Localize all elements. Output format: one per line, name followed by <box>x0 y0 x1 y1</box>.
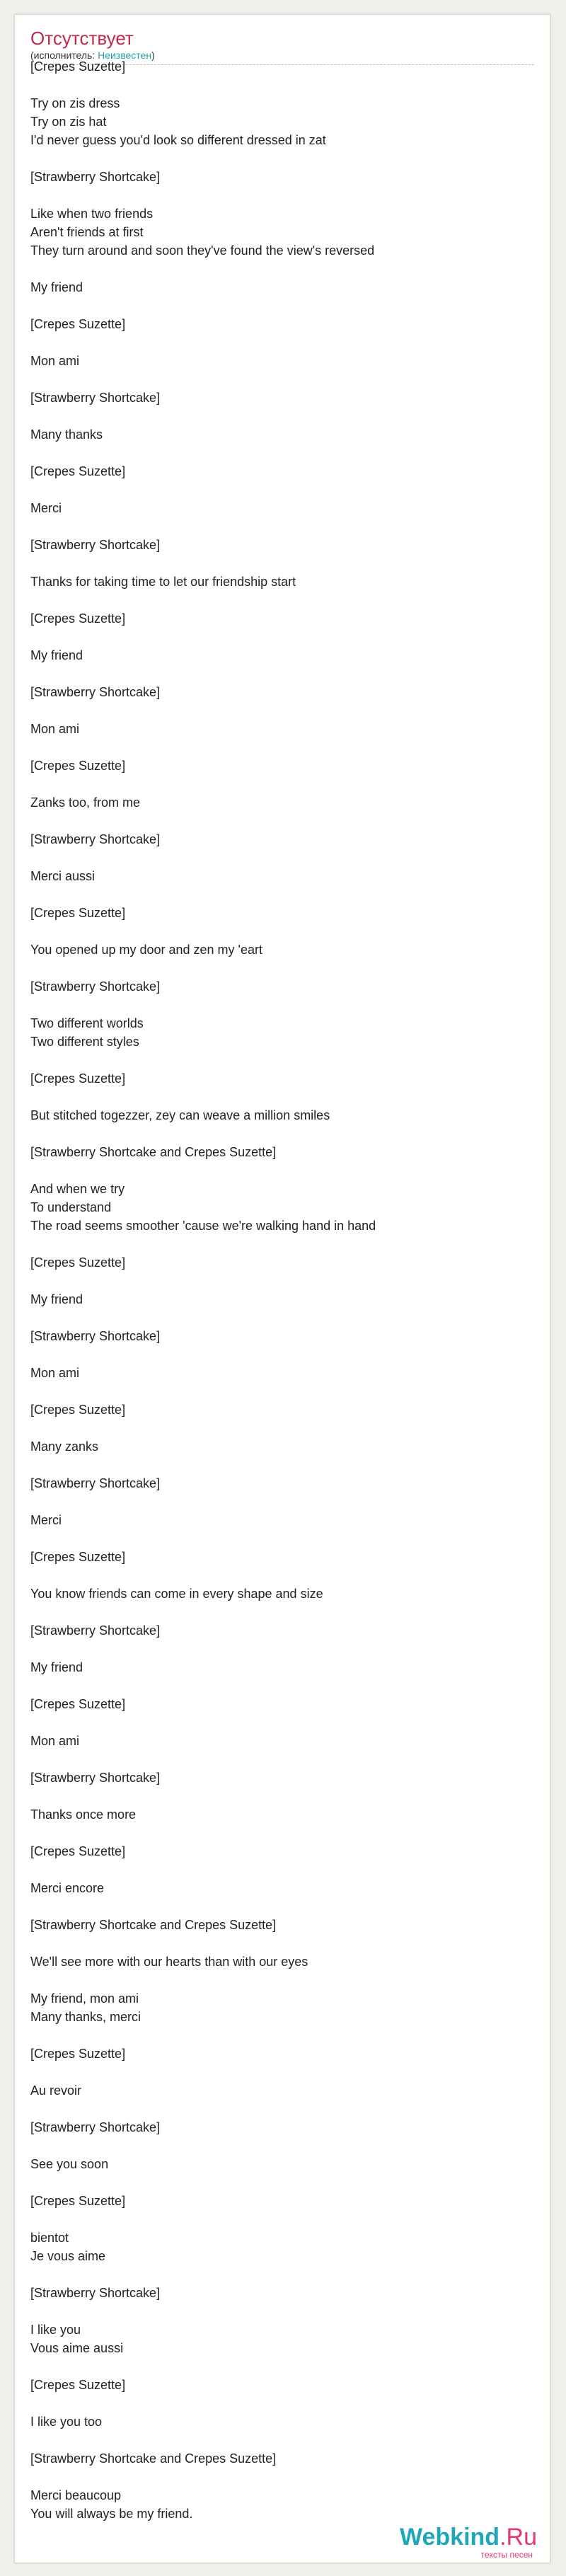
stanza-gap <box>30 481 534 499</box>
lyrics-stanza <box>30 646 534 665</box>
lyrics-stanza <box>30 389 534 407</box>
lyric-line: [Crepes Suzette] <box>30 1697 126 1711</box>
lyric-line: [Crepes Suzette] <box>30 317 126 331</box>
logo-main-text: Webkind <box>400 2524 500 2551</box>
lyric-line: And when we try <box>30 1182 125 1196</box>
lyrics-stanza <box>30 1069 534 1088</box>
lyric-line: [Strawberry Shortcake] <box>30 1623 161 1638</box>
stanza-gap <box>30 1125 534 1143</box>
lyric-line: Mon ami <box>30 722 80 736</box>
lyric-line: I like you <box>30 2323 81 2337</box>
stanza-gap <box>30 775 534 793</box>
lyrics-stanza <box>30 94 534 149</box>
stanza-gap <box>30 333 534 352</box>
stanza-gap <box>30 76 534 94</box>
lyric-line: Mon ami <box>30 1734 80 1748</box>
lyric-line: [Crepes Suzette] <box>30 2047 126 2061</box>
lyric-line: My friend <box>30 1292 83 1306</box>
stanza-gap <box>30 2210 534 2229</box>
lyric-line: You know friends can come in every shape and size <box>30 1587 323 1601</box>
artist-link[interactable]: Неизвестен <box>98 50 152 61</box>
lyrics-stanza <box>30 205 534 260</box>
lyrics-stanza <box>30 1879 534 1897</box>
lyric-line: Au revoir <box>30 2083 82 2098</box>
lyric-line: Try on zis hat <box>30 115 107 129</box>
lyric-line: [Crepes Suzette] <box>30 1403 126 1417</box>
lyric-line: Two different worlds <box>30 1016 144 1030</box>
lyrics-stanza <box>30 168 534 186</box>
stanza-gap <box>30 297 534 315</box>
lyric-line: [Crepes Suzette] <box>30 2194 126 2208</box>
lyrics-stanza <box>30 57 534 76</box>
lyric-line: Je vous aime <box>30 2249 106 2263</box>
lyric-line: I'd never guess you'd look so different dressed in zat <box>30 133 326 147</box>
lyric-line: [Strawberry Shortcake] <box>30 538 161 552</box>
lyric-line: To understand <box>30 1200 112 1214</box>
lyrics-stanza <box>30 352 534 370</box>
lyrics-stanza <box>30 977 534 996</box>
stanza-gap <box>30 2173 534 2192</box>
lyrics-stanza <box>30 573 534 591</box>
lyrics-text <box>30 57 534 2523</box>
lyrics-stanza <box>30 1585 534 1603</box>
lyrics-stanza <box>30 2449 534 2468</box>
lyric-line: My friend <box>30 1660 83 1674</box>
lyric-line: [Strawberry Shortcake] <box>30 2286 161 2300</box>
lyric-line: [Strawberry Shortcake] <box>30 1771 161 1785</box>
lyric-line: [Crepes Suzette] <box>30 759 126 773</box>
stanza-gap <box>30 1934 534 1953</box>
lyric-line: Many thanks, merci <box>30 2010 142 2024</box>
stanza-gap <box>30 2137 534 2155</box>
stanza-gap <box>30 959 534 977</box>
lyric-line: [Crepes Suzette] <box>30 1550 126 1564</box>
artist-prefix: (исполнитель: <box>30 50 98 61</box>
stanza-gap <box>30 2026 534 2045</box>
stanza-gap <box>30 922 534 941</box>
lyrics-stanza <box>30 1327 534 1345</box>
lyrics-stanza <box>30 462 534 481</box>
stanza-gap <box>30 1493 534 1511</box>
stanza-gap <box>30 812 534 830</box>
lyric-line: Merci beaucoup <box>30 2488 122 2502</box>
lyrics-stanza <box>30 1548 534 1566</box>
lyrics-stanza <box>30 1511 534 1529</box>
lyrics-stanza <box>30 1437 534 1456</box>
lyric-line: [Strawberry Shortcake] <box>30 979 161 994</box>
lyrics-stanza <box>30 1732 534 1750</box>
stanza-gap <box>30 885 534 904</box>
lyrics-stanza <box>30 904 534 922</box>
lyrics-stanza <box>30 1364 534 1382</box>
lyrics-stanza <box>30 1769 534 1787</box>
stanza-gap <box>30 996 534 1014</box>
stanza-gap <box>30 1088 534 1106</box>
artist-suffix: ) <box>151 50 155 61</box>
lyric-line: But stitched togezzer, zey can weave a million smiles <box>30 1108 330 1122</box>
stanza-gap <box>30 1345 534 1364</box>
stanza-gap <box>30 2394 534 2413</box>
lyric-line: [Strawberry Shortcake] <box>30 170 161 184</box>
lyric-line: Many thanks <box>30 427 103 442</box>
lyrics-stanza <box>30 1106 534 1125</box>
lyric-line: [Crepes Suzette] <box>30 611 126 626</box>
lyrics-stanza <box>30 2155 534 2173</box>
stanza-gap <box>30 2063 534 2081</box>
lyric-line: They turn around and soon they've found the view's reversed <box>30 243 375 258</box>
lyrics-stanza <box>30 2045 534 2063</box>
lyrics-stanza <box>30 425 534 444</box>
lyrics-stanza <box>30 757 534 775</box>
stanza-gap <box>30 1566 534 1585</box>
lyrics-card <box>14 14 550 2563</box>
logo-subtitle: тексты песен <box>480 2550 533 2560</box>
stanza-gap <box>30 370 534 389</box>
lyric-line: bientot <box>30 2231 69 2245</box>
lyrics-stanza <box>30 1621 534 1640</box>
lyrics-stanza <box>30 867 534 885</box>
lyric-line: [Crepes Suzette] <box>30 2378 126 2392</box>
lyrics-stanza <box>30 1658 534 1677</box>
lyrics-stanza <box>30 2376 534 2394</box>
lyrics-stanza <box>30 1842 534 1861</box>
lyric-line: My friend, mon ami <box>30 1991 139 2006</box>
lyrics-stanza <box>30 2486 534 2523</box>
lyric-line: You will always be my friend. <box>30 2507 193 2521</box>
lyrics-stanza <box>30 1143 534 1161</box>
lyric-line: Thanks for taking time to let our friendship start <box>30 575 296 589</box>
song-title: Отсутствует <box>30 28 134 49</box>
stanza-gap <box>30 1161 534 1180</box>
lyrics-stanza <box>30 1953 534 1971</box>
lyrics-stanza <box>30 499 534 517</box>
lyric-line: [Crepes Suzette] <box>30 464 126 478</box>
stanza-gap <box>30 2265 534 2284</box>
stanza-gap <box>30 149 534 168</box>
lyric-line: [Strawberry Shortcake] <box>30 832 161 846</box>
lyrics-stanza <box>30 536 534 554</box>
stanza-gap <box>30 1272 534 1290</box>
lyric-line: Mon ami <box>30 354 80 368</box>
lyrics-stanza <box>30 1401 534 1419</box>
stanza-gap <box>30 517 534 536</box>
lyrics-stanza <box>30 1695 534 1713</box>
lyric-line: [Crepes Suzette] <box>30 1844 126 1858</box>
lyrics-stanza <box>30 1805 534 1824</box>
stanza-gap <box>30 407 534 425</box>
stanza-gap <box>30 1456 534 1474</box>
lyric-line: Vous aime aussi <box>30 2341 124 2355</box>
lyric-line: [Strawberry Shortcake] <box>30 1329 161 1343</box>
lyric-line: See you soon <box>30 2157 109 2171</box>
lyric-line: Like when two friends <box>30 207 154 221</box>
lyrics-stanza <box>30 941 534 959</box>
lyric-line: The road seems smoother 'cause we're walking hand in hand <box>30 1219 376 1233</box>
lyrics-stanza <box>30 720 534 738</box>
lyrics-stanza <box>30 1290 534 1309</box>
lyric-line: Mon ami <box>30 1366 80 1380</box>
lyric-line: Merci <box>30 501 62 515</box>
lyrics-stanza <box>30 2321 534 2357</box>
lyrics-stanza <box>30 830 534 849</box>
lyric-line: I like you too <box>30 2415 103 2429</box>
lyric-line: Thanks once more <box>30 1807 137 1822</box>
stanza-gap <box>30 1529 534 1548</box>
stanza-gap <box>30 849 534 867</box>
lyrics-stanza <box>30 278 534 297</box>
stanza-gap <box>30 1051 534 1069</box>
lyric-line: [Crepes Suzette] <box>30 906 126 920</box>
lyric-line: Merci <box>30 1513 62 1527</box>
lyric-line: [Crepes Suzette] <box>30 1255 126 1270</box>
stanza-gap <box>30 554 534 573</box>
lyrics-stanza <box>30 609 534 628</box>
lyric-line: Zanks too, from me <box>30 795 141 810</box>
stanza-gap <box>30 591 534 609</box>
lyrics-stanza <box>30 1916 534 1934</box>
lyric-line: [Strawberry Shortcake] <box>30 685 161 699</box>
stanza-gap <box>30 1419 534 1437</box>
lyric-line: Aren't friends at first <box>30 225 144 239</box>
lyrics-stanza <box>30 1180 534 1235</box>
lyric-line: [Strawberry Shortcake] <box>30 1476 161 1490</box>
lyrics-stanza <box>30 2284 534 2302</box>
lyrics-stanza <box>30 2229 534 2265</box>
stanza-gap <box>30 665 534 683</box>
logo-domain-text: .Ru <box>499 2524 537 2551</box>
lyrics-stanza <box>30 1253 534 1272</box>
stanza-gap <box>30 1235 534 1253</box>
lyric-line: [Strawberry Shortcake and Crepes Suzette] <box>30 1918 277 1932</box>
lyrics-stanza <box>30 2192 534 2210</box>
lyric-line: Try on zis dress <box>30 96 120 110</box>
stanza-gap <box>30 2431 534 2449</box>
lyrics-stanza <box>30 1989 534 2026</box>
stanza-gap <box>30 701 534 720</box>
stanza-gap <box>30 1603 534 1621</box>
stanza-gap <box>30 1824 534 1842</box>
stanza-gap <box>30 186 534 205</box>
lyric-line: [Strawberry Shortcake and Crepes Suzette] <box>30 1145 277 1159</box>
lyrics-stanza <box>30 2413 534 2431</box>
lyric-line: We'll see more with our hearts than with our eyes <box>30 1955 308 1969</box>
lyric-line: [Strawberry Shortcake] <box>30 2120 161 2134</box>
stanza-gap <box>30 1640 534 1658</box>
stanza-gap <box>30 738 534 757</box>
lyrics-stanza <box>30 2081 534 2100</box>
lyrics-stanza <box>30 1474 534 1493</box>
lyric-line: My friend <box>30 280 83 294</box>
lyrics-stanza <box>30 683 534 701</box>
lyric-line: Merci encore <box>30 1881 105 1895</box>
lyric-line: [Crepes Suzette] <box>30 59 126 74</box>
stanza-gap <box>30 1787 534 1805</box>
stanza-gap <box>30 2357 534 2376</box>
stanza-gap <box>30 1971 534 1989</box>
lyric-line: Many zanks <box>30 1439 99 1454</box>
stanza-gap <box>30 1861 534 1879</box>
lyric-line: [Strawberry Shortcake] <box>30 391 161 405</box>
lyric-line: My friend <box>30 648 83 662</box>
lyrics-stanza <box>30 2118 534 2137</box>
stanza-gap <box>30 1750 534 1769</box>
lyric-line: Merci aussi <box>30 869 96 883</box>
lyrics-stanza <box>30 1014 534 1051</box>
stanza-gap <box>30 1677 534 1695</box>
lyric-line: Two different styles <box>30 1035 139 1049</box>
lyric-line: [Crepes Suzette] <box>30 1071 126 1086</box>
stanza-gap <box>30 2302 534 2321</box>
stanza-gap <box>30 1897 534 1916</box>
stanza-gap <box>30 1713 534 1732</box>
site-logo[interactable] <box>400 2524 537 2560</box>
lyrics-stanza <box>30 315 534 333</box>
stanza-gap <box>30 628 534 646</box>
lyric-line: You opened up my door and zen my 'eart <box>30 943 262 957</box>
stanza-gap <box>30 444 534 462</box>
stanza-gap <box>30 1309 534 1327</box>
stanza-gap <box>30 1382 534 1401</box>
stanza-gap <box>30 2100 534 2118</box>
lyrics-stanza <box>30 793 534 812</box>
lyric-line: [Strawberry Shortcake and Crepes Suzette] <box>30 2451 277 2466</box>
stanza-gap <box>30 260 534 278</box>
stanza-gap <box>30 2468 534 2486</box>
